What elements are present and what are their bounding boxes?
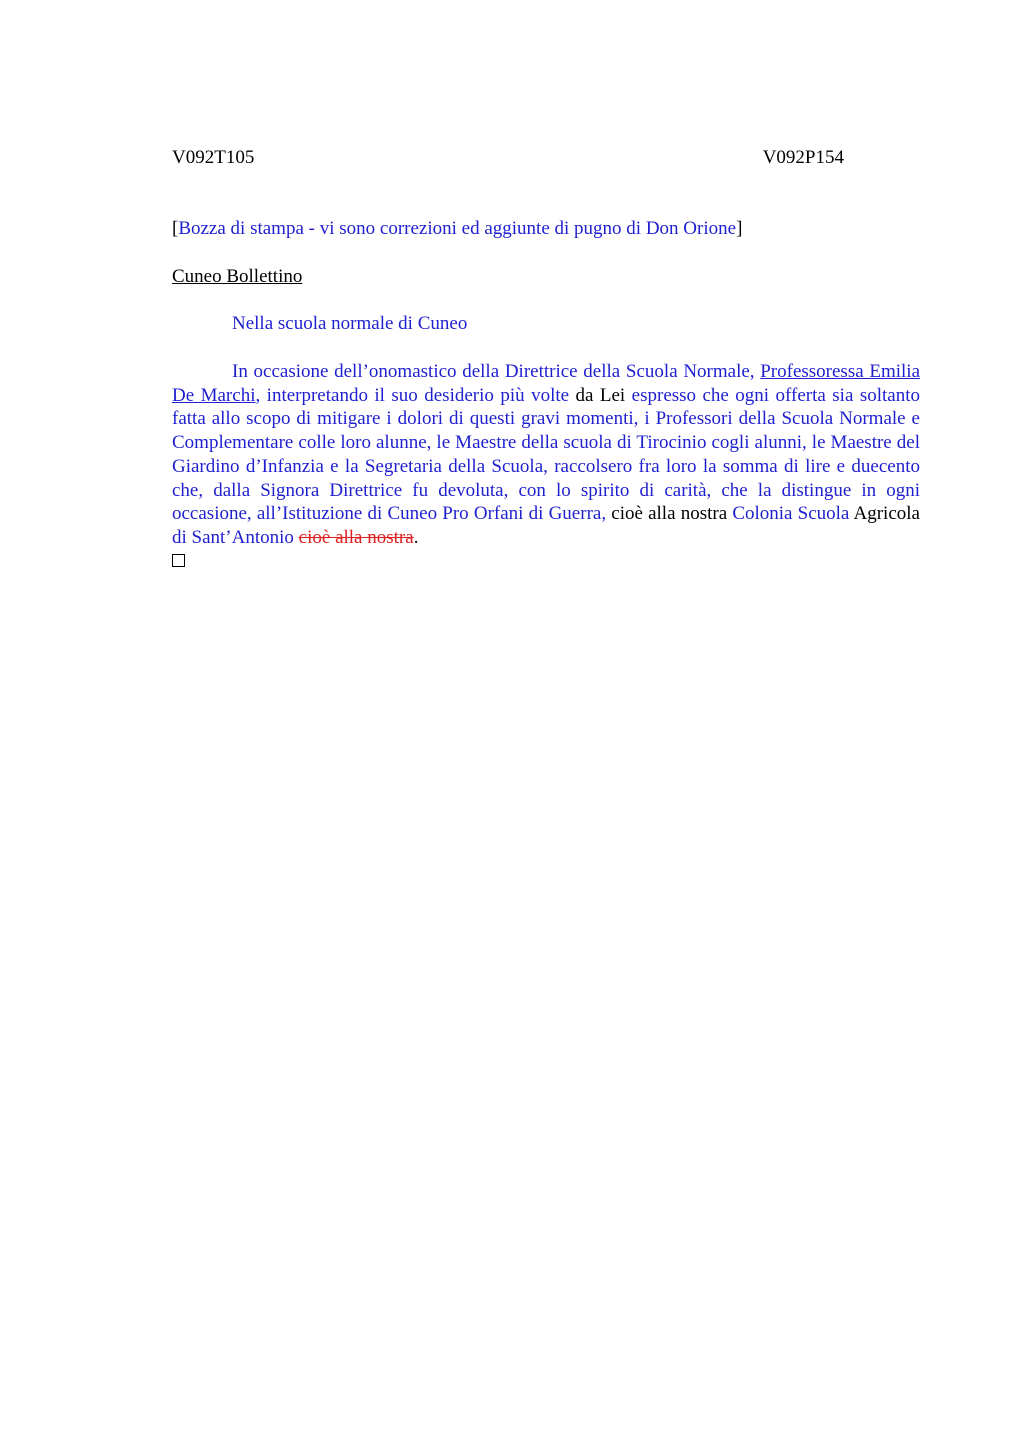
body-segment-handwritten: cioè alla nostra bbox=[606, 503, 733, 525]
article-body bbox=[172, 360, 920, 550]
body-segment-underlined: Professoressa Emilia De Marchi bbox=[172, 361, 921, 406]
editorial-note bbox=[172, 217, 742, 241]
body-segment-deleted: cioè alla nostra bbox=[298, 526, 414, 548]
body-segment: , interpretando il suo desiderio più volte bbox=[255, 384, 570, 406]
body-segment: espresso che ogni offerta sia soltanto fatta allo scopo di mitigare i dolori di questi gravi momenti, i Professori della Scuola Normale e Complementare colle loro alunne, le Maestre della scuola di Tirocinio cogli alunni, le Maestre del Giardino d’Infanzia e la Segretaria della Scuola, raccolsero fra loro la somma di lire e duecento che, dalla Signora Direttrice fu devoluta, con lo spirito di carità, che la distingue in ogni occasione, all’Istituzione di Cuneo Pro Orfani di Guerra, bbox=[172, 384, 920, 525]
article-title: Nella scuola normale di Cuneo bbox=[232, 313, 468, 334]
body-segment: In occasione dell’onomastico della Direttrice della Scuola Normale, bbox=[232, 361, 761, 382]
note-text: Bozza di stampa - vi sono correzioni ed aggiunte di pugno di Don Orione bbox=[178, 218, 737, 239]
body-segment-handwritten: Agricola bbox=[849, 503, 920, 525]
body-segment: Colonia Scuola bbox=[732, 503, 850, 525]
body-segment-handwritten: da Lei bbox=[569, 384, 632, 406]
text-code: V092T105 bbox=[172, 147, 255, 168]
end-marker-box-icon bbox=[172, 554, 185, 567]
body-segment: di Sant’Antonio bbox=[172, 526, 294, 548]
section-label: Cuneo Bollettino bbox=[172, 266, 303, 287]
body-segment-period: . bbox=[413, 526, 419, 548]
reference-codes bbox=[172, 146, 844, 170]
page-code: V092P154 bbox=[762, 147, 844, 168]
note-close-bracket: ] bbox=[736, 218, 743, 239]
note-open-bracket: [ bbox=[172, 218, 179, 239]
